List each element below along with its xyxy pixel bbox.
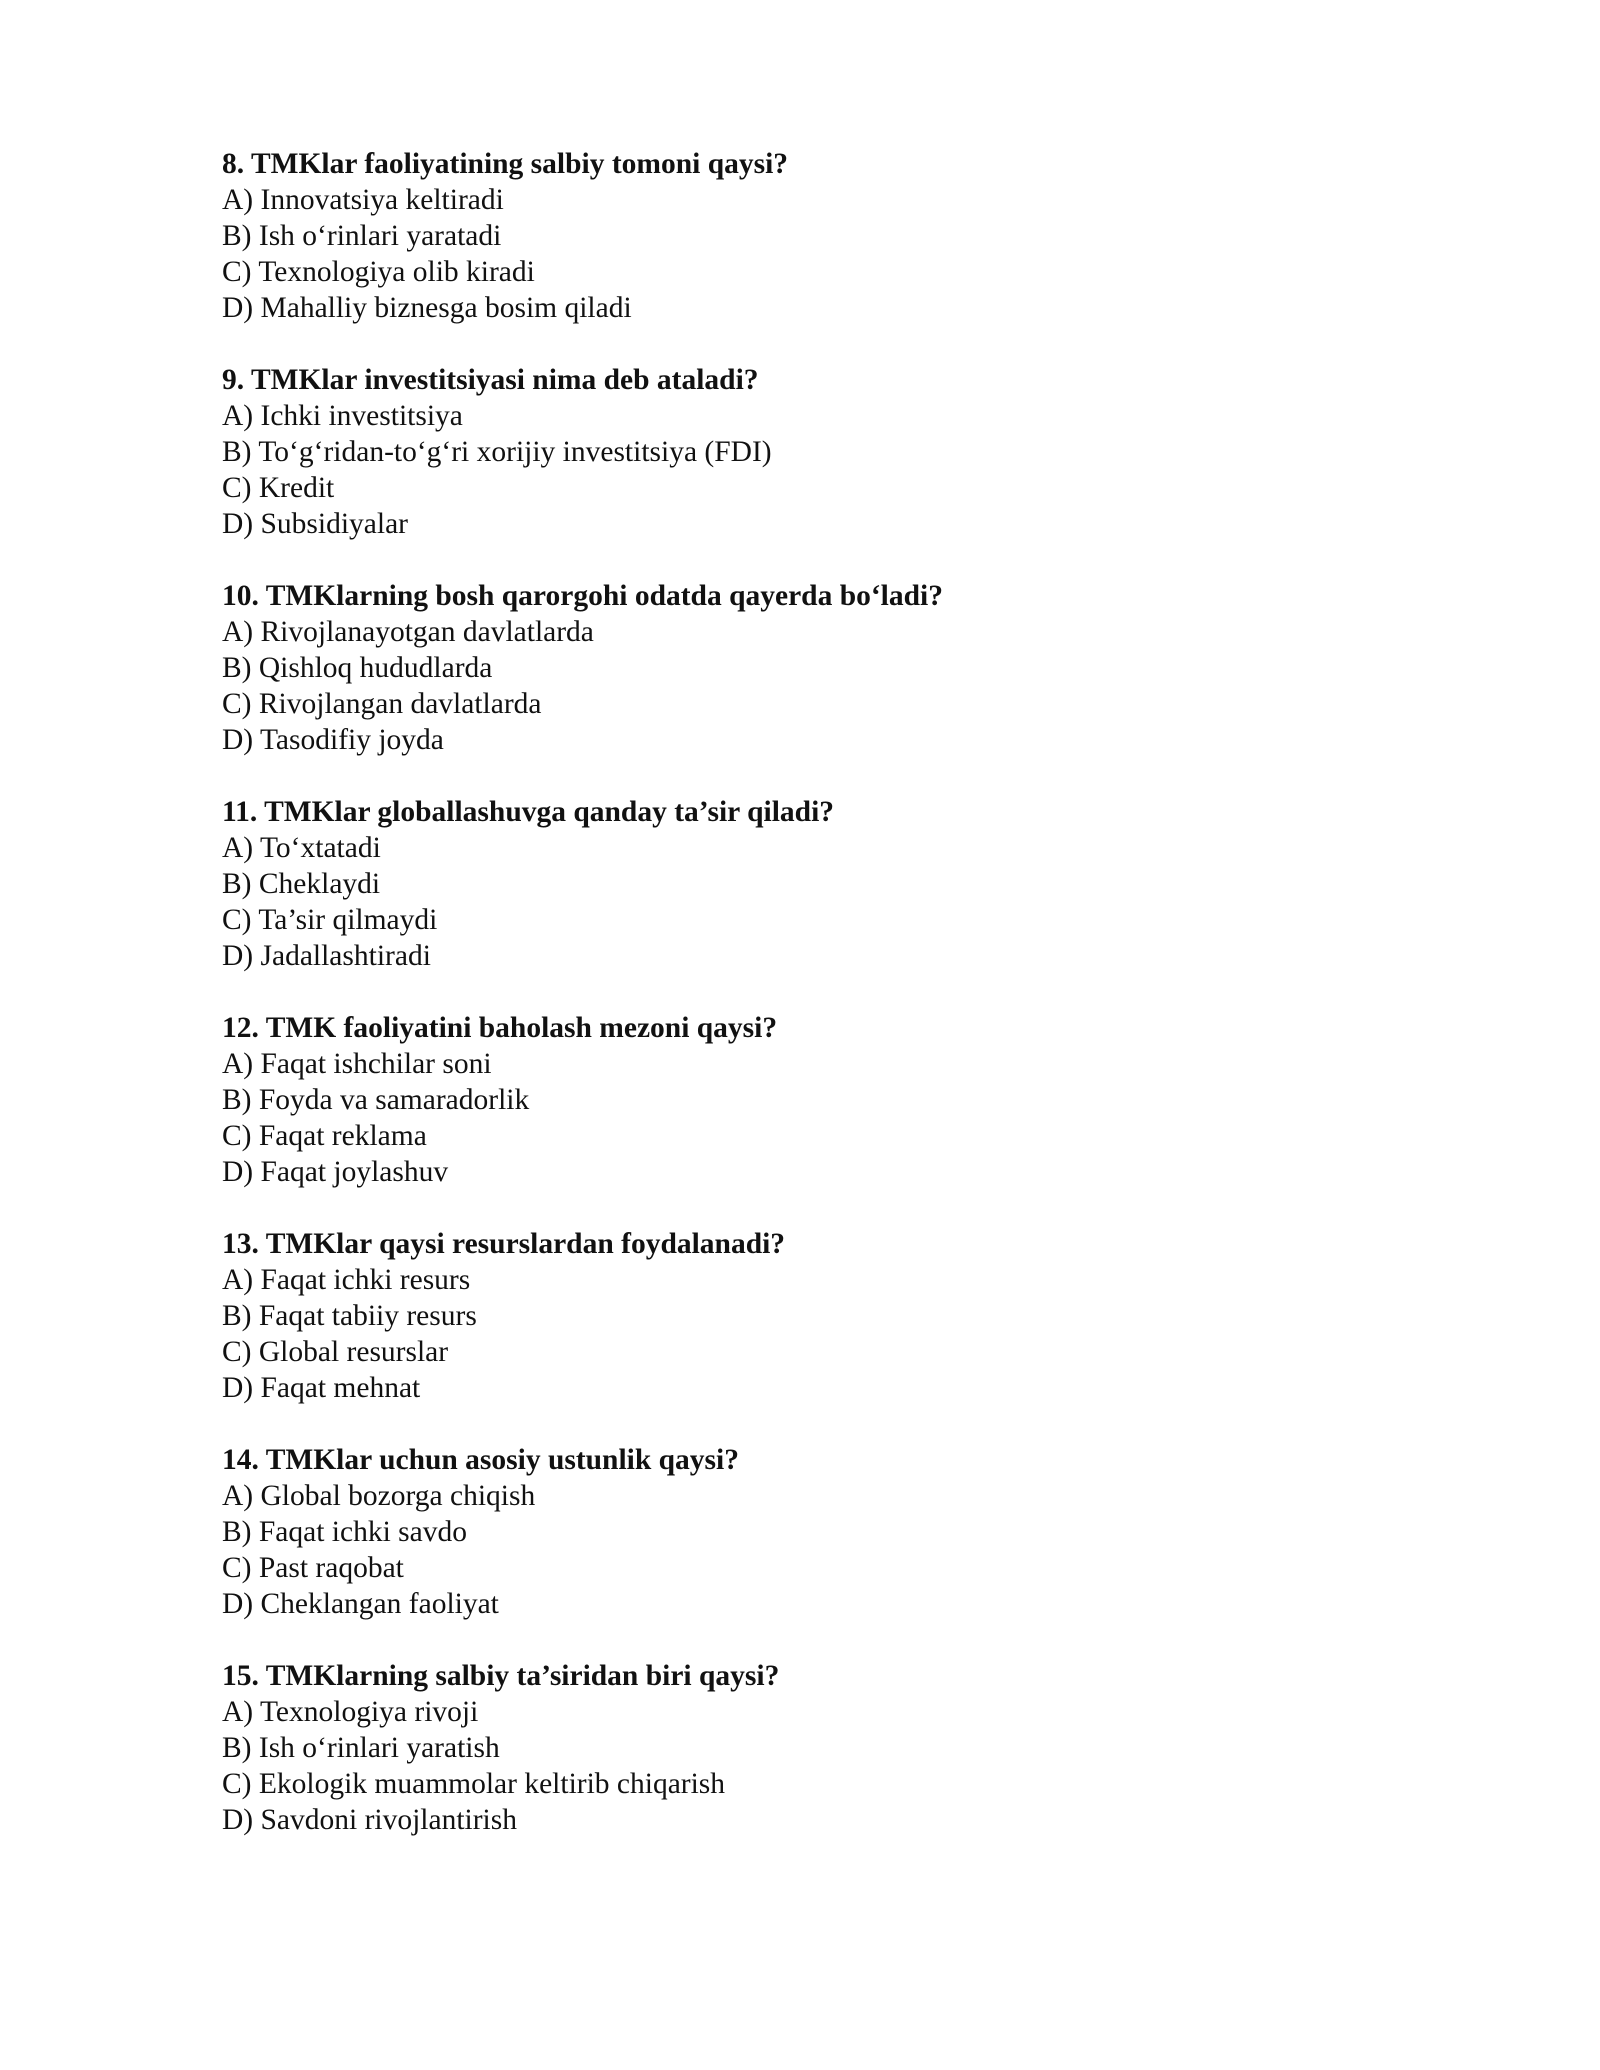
question-12 [222, 1010, 1422, 1190]
question-10 [222, 578, 1422, 758]
question-9 [222, 362, 1422, 542]
option-c: C) Ta’sir qilmaydi [222, 904, 438, 936]
option-a: A) Ichki investitsiya [222, 400, 463, 432]
option-c: C) Rivojlangan davlatlarda [222, 688, 542, 720]
option-c: C) Kredit [222, 472, 335, 504]
question-title: 10. TMKlarning bosh qarorgohi odatda qayerda bo‘ladi? [222, 580, 943, 612]
option-d: D) Mahalliy biznesga bosim qiladi [222, 292, 632, 324]
option-a: A) Texnologiya rivoji [222, 1696, 479, 1728]
option-d: D) Jadallashtiradi [222, 940, 431, 972]
option-b: B) To‘g‘ridan-to‘g‘ri xorijiy investitsiya (FDI) [222, 436, 772, 468]
option-a: A) Global bozorga chiqish [222, 1480, 536, 1512]
question-title: 11. TMKlar globallashuvga qanday ta’sir qiladi? [222, 796, 835, 828]
option-c: C) Ekologik muammolar keltirib chiqarish [222, 1768, 726, 1800]
option-c: C) Past raqobat [222, 1552, 404, 1584]
question-8 [222, 146, 1422, 326]
option-a: A) Innovatsiya keltiradi [222, 184, 504, 216]
option-d: D) Faqat mehnat [222, 1372, 421, 1404]
question-title: 9. TMKlar investitsiyasi nima deb ataladi? [222, 364, 759, 396]
question-list [222, 146, 1422, 1874]
question-title: 13. TMKlar qaysi resurslardan foydalanadi? [222, 1228, 786, 1260]
option-b: B) Ish o‘rinlari yaratadi [222, 220, 502, 252]
option-c: C) Faqat reklama [222, 1120, 427, 1152]
question-14 [222, 1442, 1422, 1622]
question-title: 14. TMKlar uchun asosiy ustunlik qaysi? [222, 1444, 739, 1476]
option-d: D) Faqat joylashuv [222, 1156, 449, 1188]
option-a: A) Rivojlanayotgan davlatlarda [222, 616, 594, 648]
option-b: B) Ish o‘rinlari yaratish [222, 1732, 500, 1764]
option-d: D) Tasodifiy joyda [222, 724, 444, 756]
option-a: A) To‘xtatadi [222, 832, 381, 864]
question-title: 12. TMK faoliyatini baholash mezoni qaysi? [222, 1012, 778, 1044]
option-b: B) Foyda va samaradorlik [222, 1084, 530, 1116]
question-15 [222, 1658, 1422, 1838]
option-c: C) Texnologiya olib kiradi [222, 256, 535, 288]
option-b: B) Qishloq hududlarda [222, 652, 493, 684]
option-d: D) Cheklangan faoliyat [222, 1588, 499, 1620]
option-b: B) Faqat ichki savdo [222, 1516, 467, 1548]
option-a: A) Faqat ichki resurs [222, 1264, 471, 1296]
option-b: B) Faqat tabiiy resurs [222, 1300, 477, 1332]
question-11 [222, 794, 1422, 974]
option-d: D) Savdoni rivojlantirish [222, 1804, 517, 1836]
option-a: A) Faqat ishchilar soni [222, 1048, 492, 1080]
option-c: C) Global resurslar [222, 1336, 449, 1368]
option-b: B) Cheklaydi [222, 868, 381, 900]
question-title: 8. TMKlar faoliyatining salbiy tomoni qaysi? [222, 148, 789, 180]
option-d: D) Subsidiyalar [222, 508, 408, 540]
question-title: 15. TMKlarning salbiy ta’siridan biri qaysi? [222, 1660, 780, 1692]
question-13 [222, 1226, 1422, 1406]
